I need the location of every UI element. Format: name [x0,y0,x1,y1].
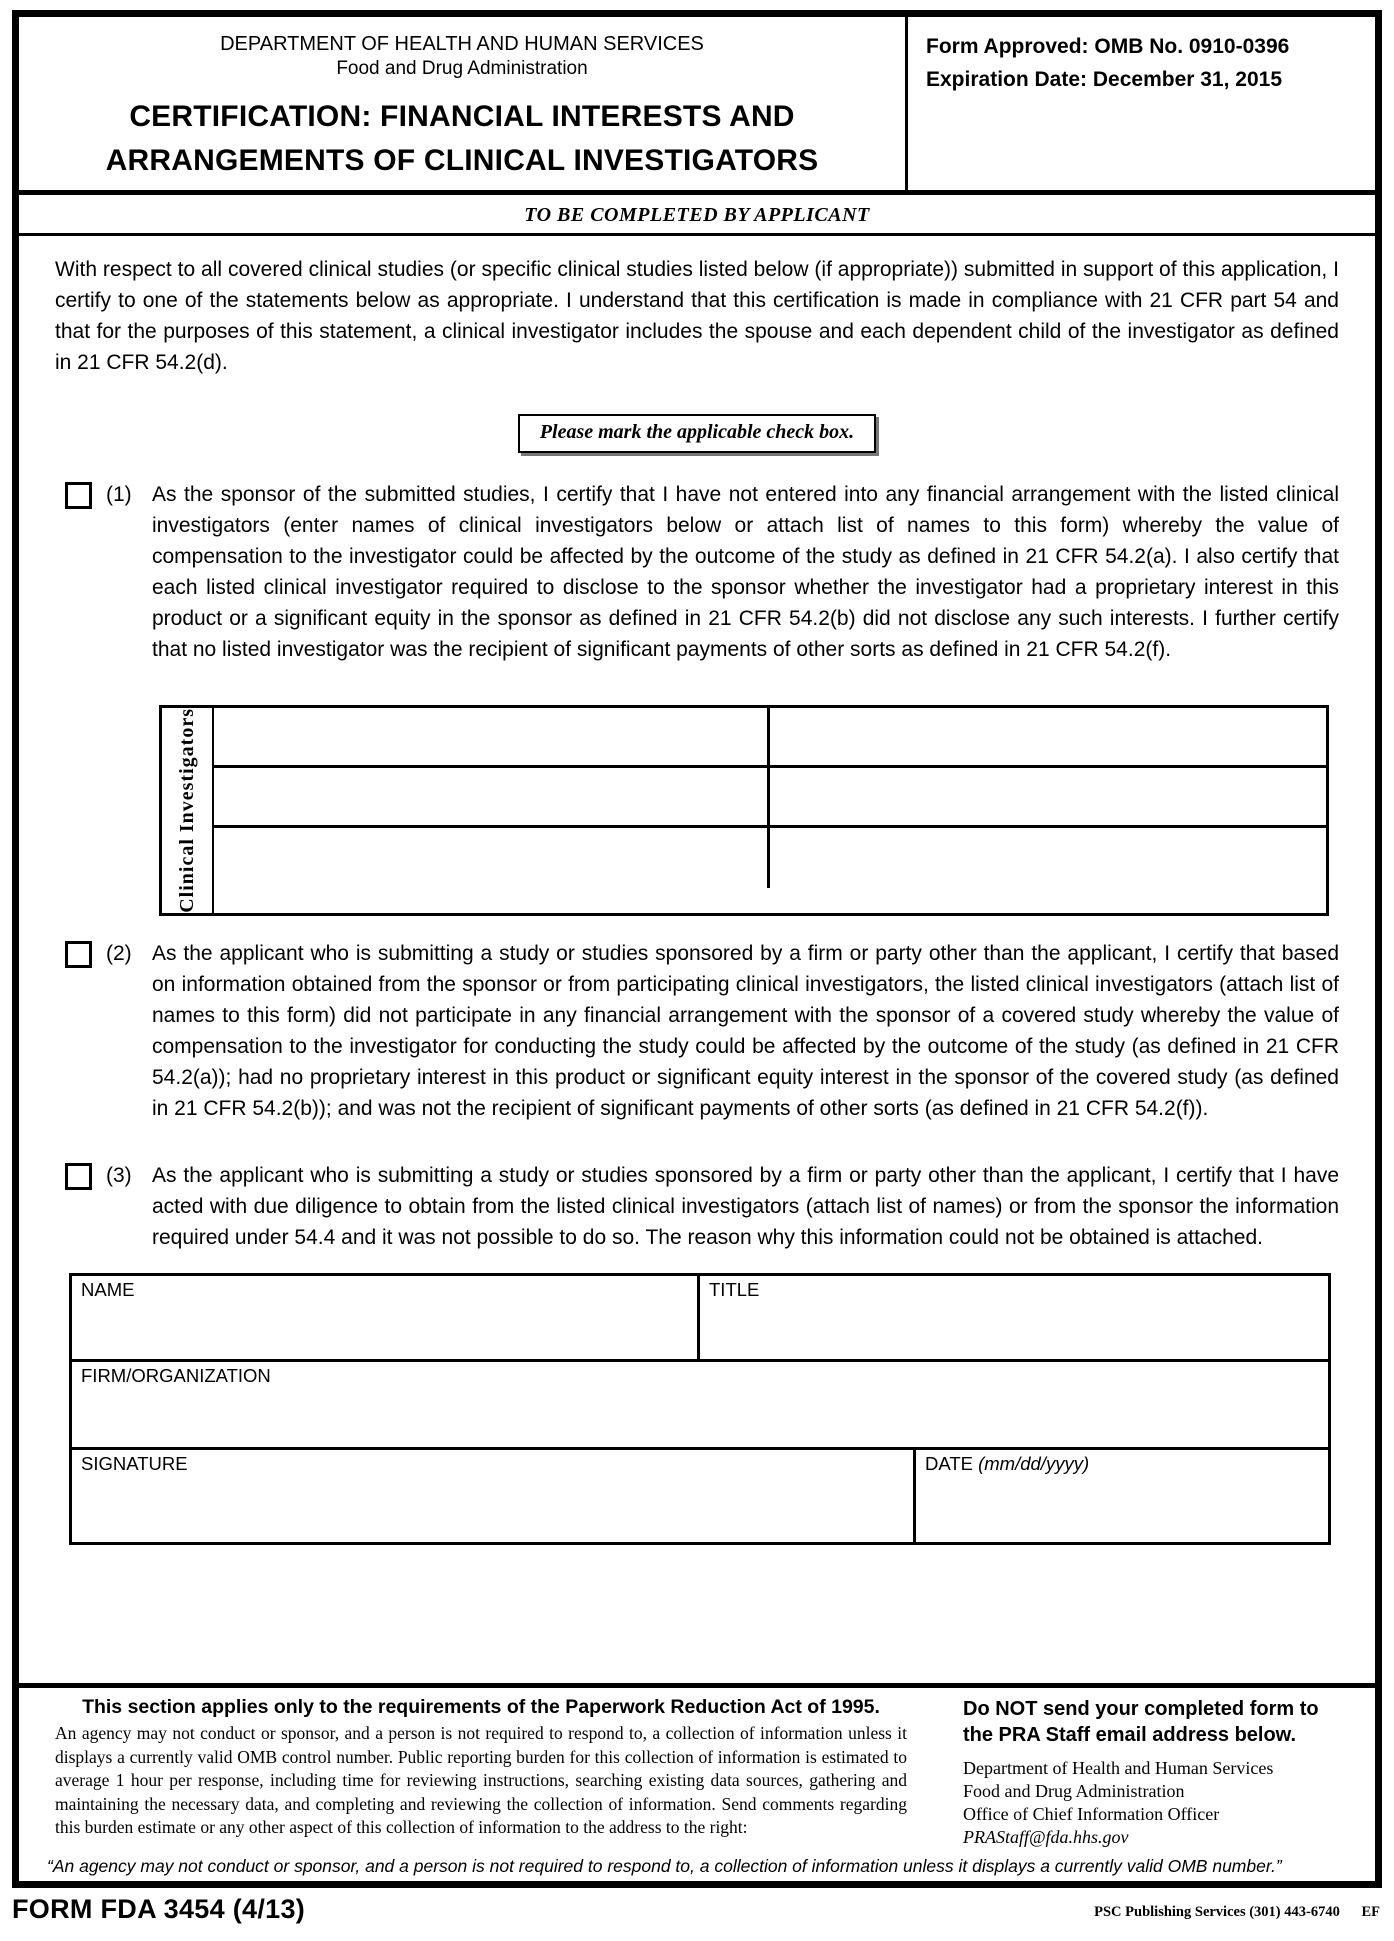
clinical-investigators-grid [214,708,1326,913]
ef-mark: EF [1361,1904,1380,1920]
firm-row [72,1362,1328,1450]
form-body [19,236,1375,1545]
form-title [19,95,905,183]
statement-2-number: (2) [106,941,132,965]
signature-date-row [72,1450,1328,1542]
name-label: NAME [81,1278,135,1300]
clinical-investigators-side-label [162,708,214,913]
checkbox-statement-3[interactable] [65,1163,92,1190]
pra-body-text: An agency may not conduct or sponsor, and a person is not required to respond to, a collection of information unless it displays a currently valid OMB control number. Public reporting burden for this collection of information is estimated to average 1 hour per response, including time for reviewing instructions, searching existing data sources, gathering and maintaining the necessary data, and completing and reviewing the collection of information. Send comments regarding this burden estimate or any other aspect of this collection of information to the address to the right: [55,1723,907,1837]
fda-form-3454-page [0,10,1394,1941]
date-field[interactable] [916,1450,1328,1542]
investigator-name-cell[interactable] [214,828,770,888]
investigator-name-cell[interactable] [770,768,1326,828]
firm-organization-label: FIRM/ORGANIZATION [81,1364,271,1386]
name-title-row [72,1276,1328,1362]
pra-address [963,1757,1357,1849]
do-not-send-notice: Do NOT send your completed form to the PRA Staff email address below. [963,1698,1319,1746]
to-be-completed-banner: TO BE COMPLETED BY APPLICANT [19,195,1375,236]
department-name: DEPARTMENT OF HEALTH AND HUMAN SERVICES [220,33,704,55]
checkbox-statement-2[interactable] [65,941,92,968]
expiration-date-text: Expiration Date: December 31, 2015 [926,68,1282,91]
agency-name: Food and Drug Administration [336,58,588,79]
title-field[interactable] [700,1276,1328,1359]
paperwork-reduction-act-section [19,1683,1375,1881]
form-approved-text: Form Approved: OMB No. 0910-0396 [926,35,1290,58]
signature-block [69,1273,1331,1545]
statement-3 [55,1160,1339,1253]
firm-organization-field[interactable] [72,1362,1328,1447]
instruction-box: Please mark the applicable check box. [518,414,876,453]
pra-address-line-3: Office of Chief Information Officer [963,1804,1220,1824]
publisher-credit [1094,1904,1380,1925]
pra-heading: This section applies only to the requirements of the Paperwork Reduction Act of 1995. [82,1696,880,1718]
checkbox-statement-1[interactable] [65,482,92,509]
statement-1 [55,479,1339,665]
investigator-name-cell[interactable] [770,708,1326,768]
title-label: TITLE [709,1278,760,1300]
form-title-line1: CERTIFICATION: FINANCIAL INTERESTS AND [129,100,795,133]
date-label: DATE [925,1452,973,1474]
pra-address-column [907,1695,1357,1849]
pra-email: PRAStaff@fda.hhs.gov [963,1827,1129,1847]
pra-columns [55,1695,1357,1849]
statement-3-text: As the applicant who is submitting a study or studies sponsored by a firm or party other than the applicant, I certify that I have acted with due diligence to obtain from the listed clinical investigators (attach list of names) or from the sponsor the information required under 54.4 and it was not possible to do so. The reason why this information could not be obtained is attached. [152,1163,1339,1249]
statement-3-number: (3) [106,1163,132,1187]
clinical-investigators-table [159,705,1329,916]
agency-title-block [19,17,905,190]
page-footer [0,1888,1394,1925]
statement-2-text: As the applicant who is submitting a study or studies sponsored by a firm or party other than the applicant, I certify that based on information obtained from the sponsor or from participating clinical investigators, the listed clinical investigators (attach list of names to this form) did not participate in any financial arrangement with the sponsor of a covered study whereby the value of compensation to the investigator for conducting the study could be affected by the outcome of the study (as defined in 21 CFR 54.2(a)); had no proprietary interest in this product or significant equity interest in the sponsor of the covered study (as defined in 21 CFR 54.2(b)); and was not the recipient of significant payments of other sorts (as defined in 21 CFR 54.2(f)). [152,941,1339,1120]
form-header [19,17,1375,195]
form-border [12,10,1382,1888]
pra-address-line-1: Department of Health and Human Services [963,1758,1274,1778]
publisher-text: PSC Publishing Services (301) 443-6740 [1094,1904,1340,1920]
signature-field[interactable] [72,1450,916,1542]
omb-quote: “An agency may not conduct or sponsor, and a person is not required to respond to, a collection of information unless it displays a currently valid OMB number.” [47,1856,1282,1876]
statement-1-text: As the sponsor of the submitted studies, I certify that I have not entered into any financial arrangement with the listed clinical investigators (enter names of clinical investigators below or attach list of names to this form) whereby the value of compensation to the investigator could be affected by the outcome of the study as defined in 21 CFR 54.2(a). I also certify that each listed clinical investigator required to disclose to the sponsor whether the investigator had a proprietary interest in this product or a significant equity in the sponsor as defined in 21 CFR 54.2(b) did not disclose any such interests. I further certify that no listed investigator was the recipient of significant payments of other sorts as defined in 21 CFR 54.2(f). [152,483,1339,661]
name-field[interactable] [72,1276,700,1359]
investigator-name-cell[interactable] [770,828,1326,888]
omb-approval-box [905,17,1375,190]
signature-label: SIGNATURE [81,1452,188,1474]
pra-address-line-2: Food and Drug Administration [963,1781,1185,1801]
intro-paragraph: With respect to all covered clinical studies (or specific clinical studies listed below (if appropriate)) submitted in support of this application, I certify to one of the statements below as appropriate. I understand that this certification is made in compliance with 21 CFR part 54 and that for the purposes of this statement, a clinical investigator includes the spouse and each dependent child of the investigator as defined in 21 CFR 54.2(d). [55,258,1339,374]
date-format-hint: (mm/dd/yyyy) [978,1452,1090,1474]
investigator-name-cell[interactable] [214,768,770,828]
clinical-investigators-label-text: Clinical Investigators [175,708,198,913]
statement-2 [55,938,1339,1124]
statement-1-number: (1) [106,483,132,506]
pra-statement-column [55,1695,907,1849]
form-number: FORM FDA 3454 (4/13) [12,1894,306,1924]
form-title-line2: ARRANGEMENTS OF CLINICAL INVESTIGATORS [105,144,819,177]
investigator-name-cell[interactable] [214,708,770,768]
